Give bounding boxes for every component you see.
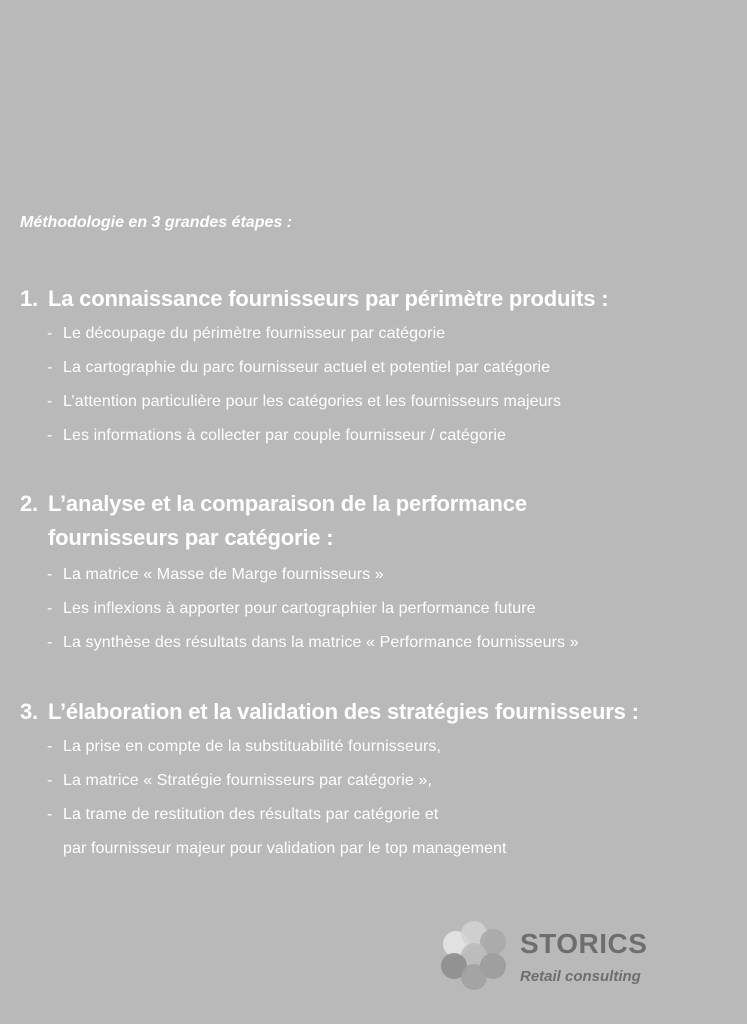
section-2-list [0,558,747,660]
list-item: - Les inflexions à apporter pour cartographier la performance future [47,600,536,617]
section-2-number: 2. [20,491,38,516]
intro-heading: Méthodologie en 3 grandes étapes : [20,214,293,231]
list-item: - L’attention particulière pour les catégories et les fournisseurs majeurs [47,393,562,410]
section-1-heading [0,282,747,316]
section-1 [0,282,747,453]
section-1-number: 1. [20,286,38,311]
list-item: - La prise en compte de la substituabilité fournisseurs, [47,738,442,755]
list-item: - Les informations à collecter par couple fournisseur / catégorie [47,427,506,444]
section-3-number: 3. [20,699,38,724]
section-3 [0,695,747,866]
list-item: - La trame de restitution des résultats par catégorie et par fournisseur majeur pour validation par le top management [47,806,507,857]
list-item: - La matrice « Stratégie fournisseurs par catégorie », [47,772,432,789]
section-2 [0,487,747,660]
section-1-title: La connaissance fournisseurs par périmètre produits : [48,286,609,311]
section-2-title: L’analyse et la comparaison de la performance fournisseurs par catégorie : [48,491,527,550]
list-item: - La synthèse des résultats dans la matrice « Performance fournisseurs » [47,634,579,651]
storics-logo [438,920,738,992]
list-item: - La matrice « Masse de Marge fournisseurs » [47,566,384,583]
section-2-heading [0,487,747,555]
logo-name: STORICS [520,928,648,959]
section-3-heading [0,695,747,729]
section-1-list [0,317,747,453]
logo-tagline: Retail consulting [520,968,641,985]
list-item: - La cartographie du parc fournisseur actuel et potentiel par catégorie [47,359,551,376]
section-3-list [0,730,747,866]
section-3-title: L’élaboration et la validation des stratégies fournisseurs : [48,699,639,724]
circles-logo-icon [438,920,514,992]
list-item: - Le découpage du périmètre fournisseur par catégorie [47,325,446,342]
